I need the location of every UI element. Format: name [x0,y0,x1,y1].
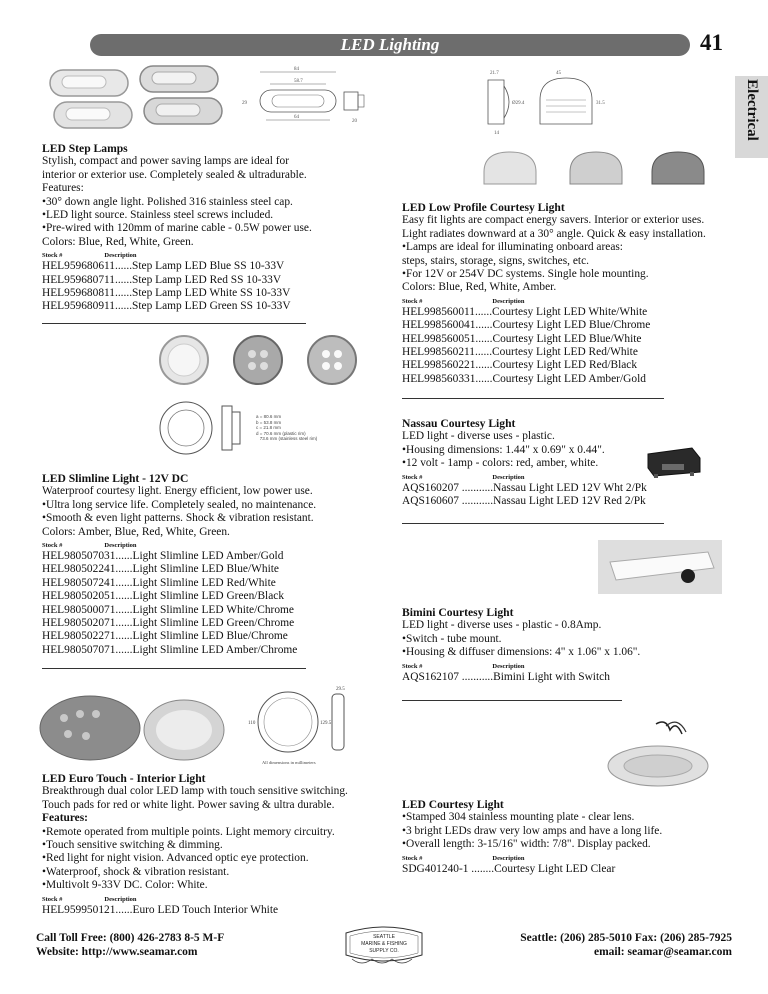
description-line: •Ultra long service life. Completely sealed, no maintenance. [42,498,317,511]
courtesy-section [402,798,662,876]
stock-row: HEL980502051......Light Slimline LED Green/Black [42,590,285,603]
dim-label: 129.5 [320,721,332,726]
section-divider [42,323,306,324]
stock-column-header: Stock # [402,662,423,670]
description-line: •Lamps are ideal for illuminating onboard areas: [402,241,623,254]
dim-label: 110 [248,721,256,726]
description-column-header: Description [492,662,525,670]
stock-column-header: Stock # [42,252,63,260]
stock-row: AQS162107 ...........Bimini Light with Switch [402,670,610,683]
logo-text: SEATTLE [373,934,395,940]
low-profile-photo [484,152,536,184]
slimline-photo [160,336,208,384]
description-line: •Pre-wired with 120mm of marine cable - 0.5W power use. [42,222,312,235]
step-lamps-title: LED Step Lamps [42,142,128,155]
section-divider [402,523,664,524]
step-lamp-photo [144,98,222,124]
company-logo [342,923,426,967]
dim-note: All dimensions in millimeters [262,760,316,765]
footer-right [520,931,732,959]
euro-touch-title: LED Euro Touch - Interior Light [42,772,206,785]
stock-row: HEL998560211......Courtesy Light LED Red/White [402,346,638,359]
email-link[interactable]: email: seamar@seamar.com [593,946,732,958]
slimline-section [42,472,316,657]
description-line: Colors: Amber, Blue, Red, White, Green. [42,525,230,538]
step-lamp-photo [140,66,218,92]
stock-row: HEL998560051......Courtesy Light LED Blue/White [402,332,642,345]
stock-table-header [402,297,706,306]
stock-row: HEL998560221......Courtesy Light LED Red/Black [402,359,638,372]
description-line: LED light - diverse uses - plastic. [402,430,555,443]
description-line: •12 volt - 1amp - colors: red, amber, white. [402,457,599,470]
description-line: Colors: Blue, Red, White, Green. [42,235,194,248]
description-line: Colors: Blue, Red, White, Amber. [402,281,557,294]
stock-row: HEL959680611......Step Lamp LED Blue SS 10-33V [42,260,285,273]
euro-touch-photo [40,696,140,760]
nassau-title: Nassau Courtesy Light [402,417,516,430]
stock-column-header: Stock # [42,895,63,903]
description-line: •Housing dimensions: 1.44" x 0.69" x 0.44". [402,443,605,456]
dim-label: 58.7 [294,79,303,84]
stock-row: AQS160607 ...........Nassau Light LED 12V Red 2/Pk [402,495,646,508]
low-profile-photo [570,152,622,184]
footer-left [36,931,224,959]
low-profile-section [402,201,706,386]
stock-row: HEL998560331......Courtesy Light LED Amber/Gold [402,372,646,385]
low-profile-photo [652,152,704,184]
description-line: •Switch - tube mount. [402,632,502,645]
dim-label: 21.7 [490,71,499,76]
feature-line: •Touch sensitive switching & dimming. [42,839,223,852]
low-profile-title: LED Low Profile Courtesy Light [402,201,565,214]
description-line: steps, stairs, storage, signs, switches, etc. [402,254,589,267]
euro-touch-diagram [248,687,345,765]
stock-row: AQS160207 ...........Nassau Light LED 12V Wht 2/Pk [402,481,647,494]
stock-row: HEL980502071......Light Slimline LED Green/Chrome [42,617,295,630]
description-line: •Smooth & even light patterns. Shock & vibration resistant. [42,512,314,525]
stock-row: HEL959680711......Step Lamp LED Red SS 10-33V [42,273,282,286]
dim-label: b = 53.8 mm [256,419,282,425]
step-lamp-photo [54,102,132,128]
stock-row: HEL980507071......Light Slimline LED Amber/Chrome [42,643,298,656]
logo-text: SUPPLY CO. [369,948,399,954]
step-lamp-photo [50,70,128,96]
description-line: •3 bright LEDs draw very low amps and have a long life. [402,824,663,837]
website-link[interactable]: Website: http://www.seamar.com [36,946,198,958]
stock-table-header [42,251,312,260]
euro-touch-section [42,772,348,917]
stock-table-header [42,895,348,904]
stock-table-header [402,662,640,671]
description-line: •30° down angle light. Polished 316 stainless steel cap. [42,195,293,208]
slimline-diagram [160,402,240,454]
description-column-header: Description [104,895,137,903]
stock-table-header [42,541,316,550]
description-line: •Overall length: 3-15/16" width: 7/8". Display packed. [402,838,651,851]
section-divider [42,668,306,669]
section-title: LED Lighting [340,35,440,54]
toll-free-line: Call Toll Free: (800) 426-2783 8-5 M-F [36,932,225,944]
dim-label: 31.5 [596,101,605,106]
logo-text: MARINE & FISHING [361,941,407,947]
feature-line: •Red light for night vision. Advanced optic eye protection. [42,852,309,865]
slimline-photo [308,336,356,384]
slimline-photos [156,332,386,462]
description-line: Light radiates downward at a 30° angle. Quick & easy installation. [402,227,706,240]
nassau-photo [644,444,704,480]
euro-touch-images [36,684,366,768]
dim-label: 29.5 [336,687,345,692]
description-line: •For 12V or 254V DC systems. Single hole mounting. [402,268,649,281]
step-lamps-section [42,142,312,314]
stock-row: HEL980502271......Light Slimline LED Blue/Chrome [42,630,288,643]
description-line: Touch pads for red or white light. Power saving & ultra durable. [42,798,335,811]
slimline-photo [234,336,282,384]
description-column-header: Description [492,854,525,862]
slimline-title: LED Slimline Light - 12V DC [42,472,189,485]
nassau-section [402,417,647,508]
stock-row: HEL980502241......Light Slimline LED Blue/White [42,563,279,576]
phone-fax-line: Seattle: (206) 285-5010 Fax: (206) 285-7925 [520,932,732,944]
euro-touch-photo [144,700,224,760]
description-line: Breakthrough dual color LED lamp with touch sensitive switching. [42,785,348,798]
low-profile-photos [478,146,718,188]
description-line: Easy fit lights are compact energy savers. Interior or exterior uses. [402,214,705,227]
description-column-header: Description [492,473,525,481]
stock-row: HEL980507031......Light Slimline LED Amber/Gold [42,550,284,563]
dim-label: 29 [242,101,247,106]
dim-label: Ø29.4 [512,101,525,106]
page-number: 41 [700,30,723,55]
section-divider [402,700,622,701]
courtesy-title: LED Courtesy Light [402,798,504,811]
dim-label: c = 21.8 mm [256,425,281,430]
step-lamp-diagram [240,62,380,134]
low-profile-diagram [470,66,610,138]
description-line: interior or exterior use. Completely sealed & ultradurable. [42,168,307,181]
description-line: Stylish, compact and power saving lamps are ideal for [42,155,290,168]
description-column-header: Description [104,542,137,550]
stock-row: HEL959950121......Euro LED Touch Interior White [42,903,279,916]
dim-label: 84 [294,67,299,72]
dim-label: d = 70.6 mm (plastic rim) [256,430,306,436]
features-label: Features: [42,812,88,825]
stock-row: SDG401240-1 ........Courtesy Light LED Clear [402,862,616,875]
description-column-header: Description [104,252,137,260]
step-lamp-photos [48,64,238,134]
feature-line: •Multivolt 9-33V DC. Color: White. [42,879,208,892]
courtesy-photo [606,716,714,792]
slimline-dimensions [256,414,317,442]
stock-row: HEL980500071......Light Slimline LED White/Chrome [42,603,294,616]
bimini-title: Bimini Courtesy Light [402,606,514,619]
description-line: LED light - diverse uses - plastic - 0.8Amp. [402,619,602,632]
description-column-header: Description [492,297,525,305]
bimini-section [402,606,640,684]
bimini-photo [596,538,724,596]
stock-row: HEL959680911......Step Lamp LED Green SS 10-33V [42,300,291,313]
feature-line: •Waterproof, shock & vibration resistant. [42,865,230,878]
dim-label: 45 [556,71,561,76]
stock-row: HEL980507241......Light Slimline LED Red/White [42,576,276,589]
dim-label: 14 [494,131,499,136]
stock-row: HEL998560041......Courtesy Light LED Blue/Chrome [402,319,651,332]
dim-label: 73.6 mm (stainless steel rim) [256,436,318,441]
description-line: •Housing & diffuser dimensions: 4" x 1.06" x 1.06". [402,646,641,659]
stock-table-header [402,854,662,863]
dim-label: 64 [294,115,299,120]
stock-row: HEL998560011......Courtesy Light LED White/White [402,305,648,318]
section-divider [402,398,664,399]
stock-table-header [402,473,647,482]
description-line: •Stamped 304 stainless mounting plate - clear lens. [402,811,635,824]
side-tab-label: Electrical [744,79,760,141]
stock-row: HEL959680811......Step Lamp LED White SS 10-33V [42,287,291,300]
description-line: •LED light source. Stainless steel screws included. [42,209,274,222]
stock-column-header: Stock # [42,542,63,550]
stock-column-header: Stock # [402,473,423,481]
section-banner [90,34,690,56]
dim-label: a = 80.6 mm [256,414,282,419]
feature-line: •Remote operated from multiple points. Light memory circuitry. [42,825,335,838]
dim-label: 20 [352,119,357,124]
stock-column-header: Stock # [402,297,423,305]
description-line: Features: [42,182,84,195]
stock-column-header: Stock # [402,854,423,862]
description-line: Waterproof courtesy light. Energy efficient, low power use. [42,485,313,498]
